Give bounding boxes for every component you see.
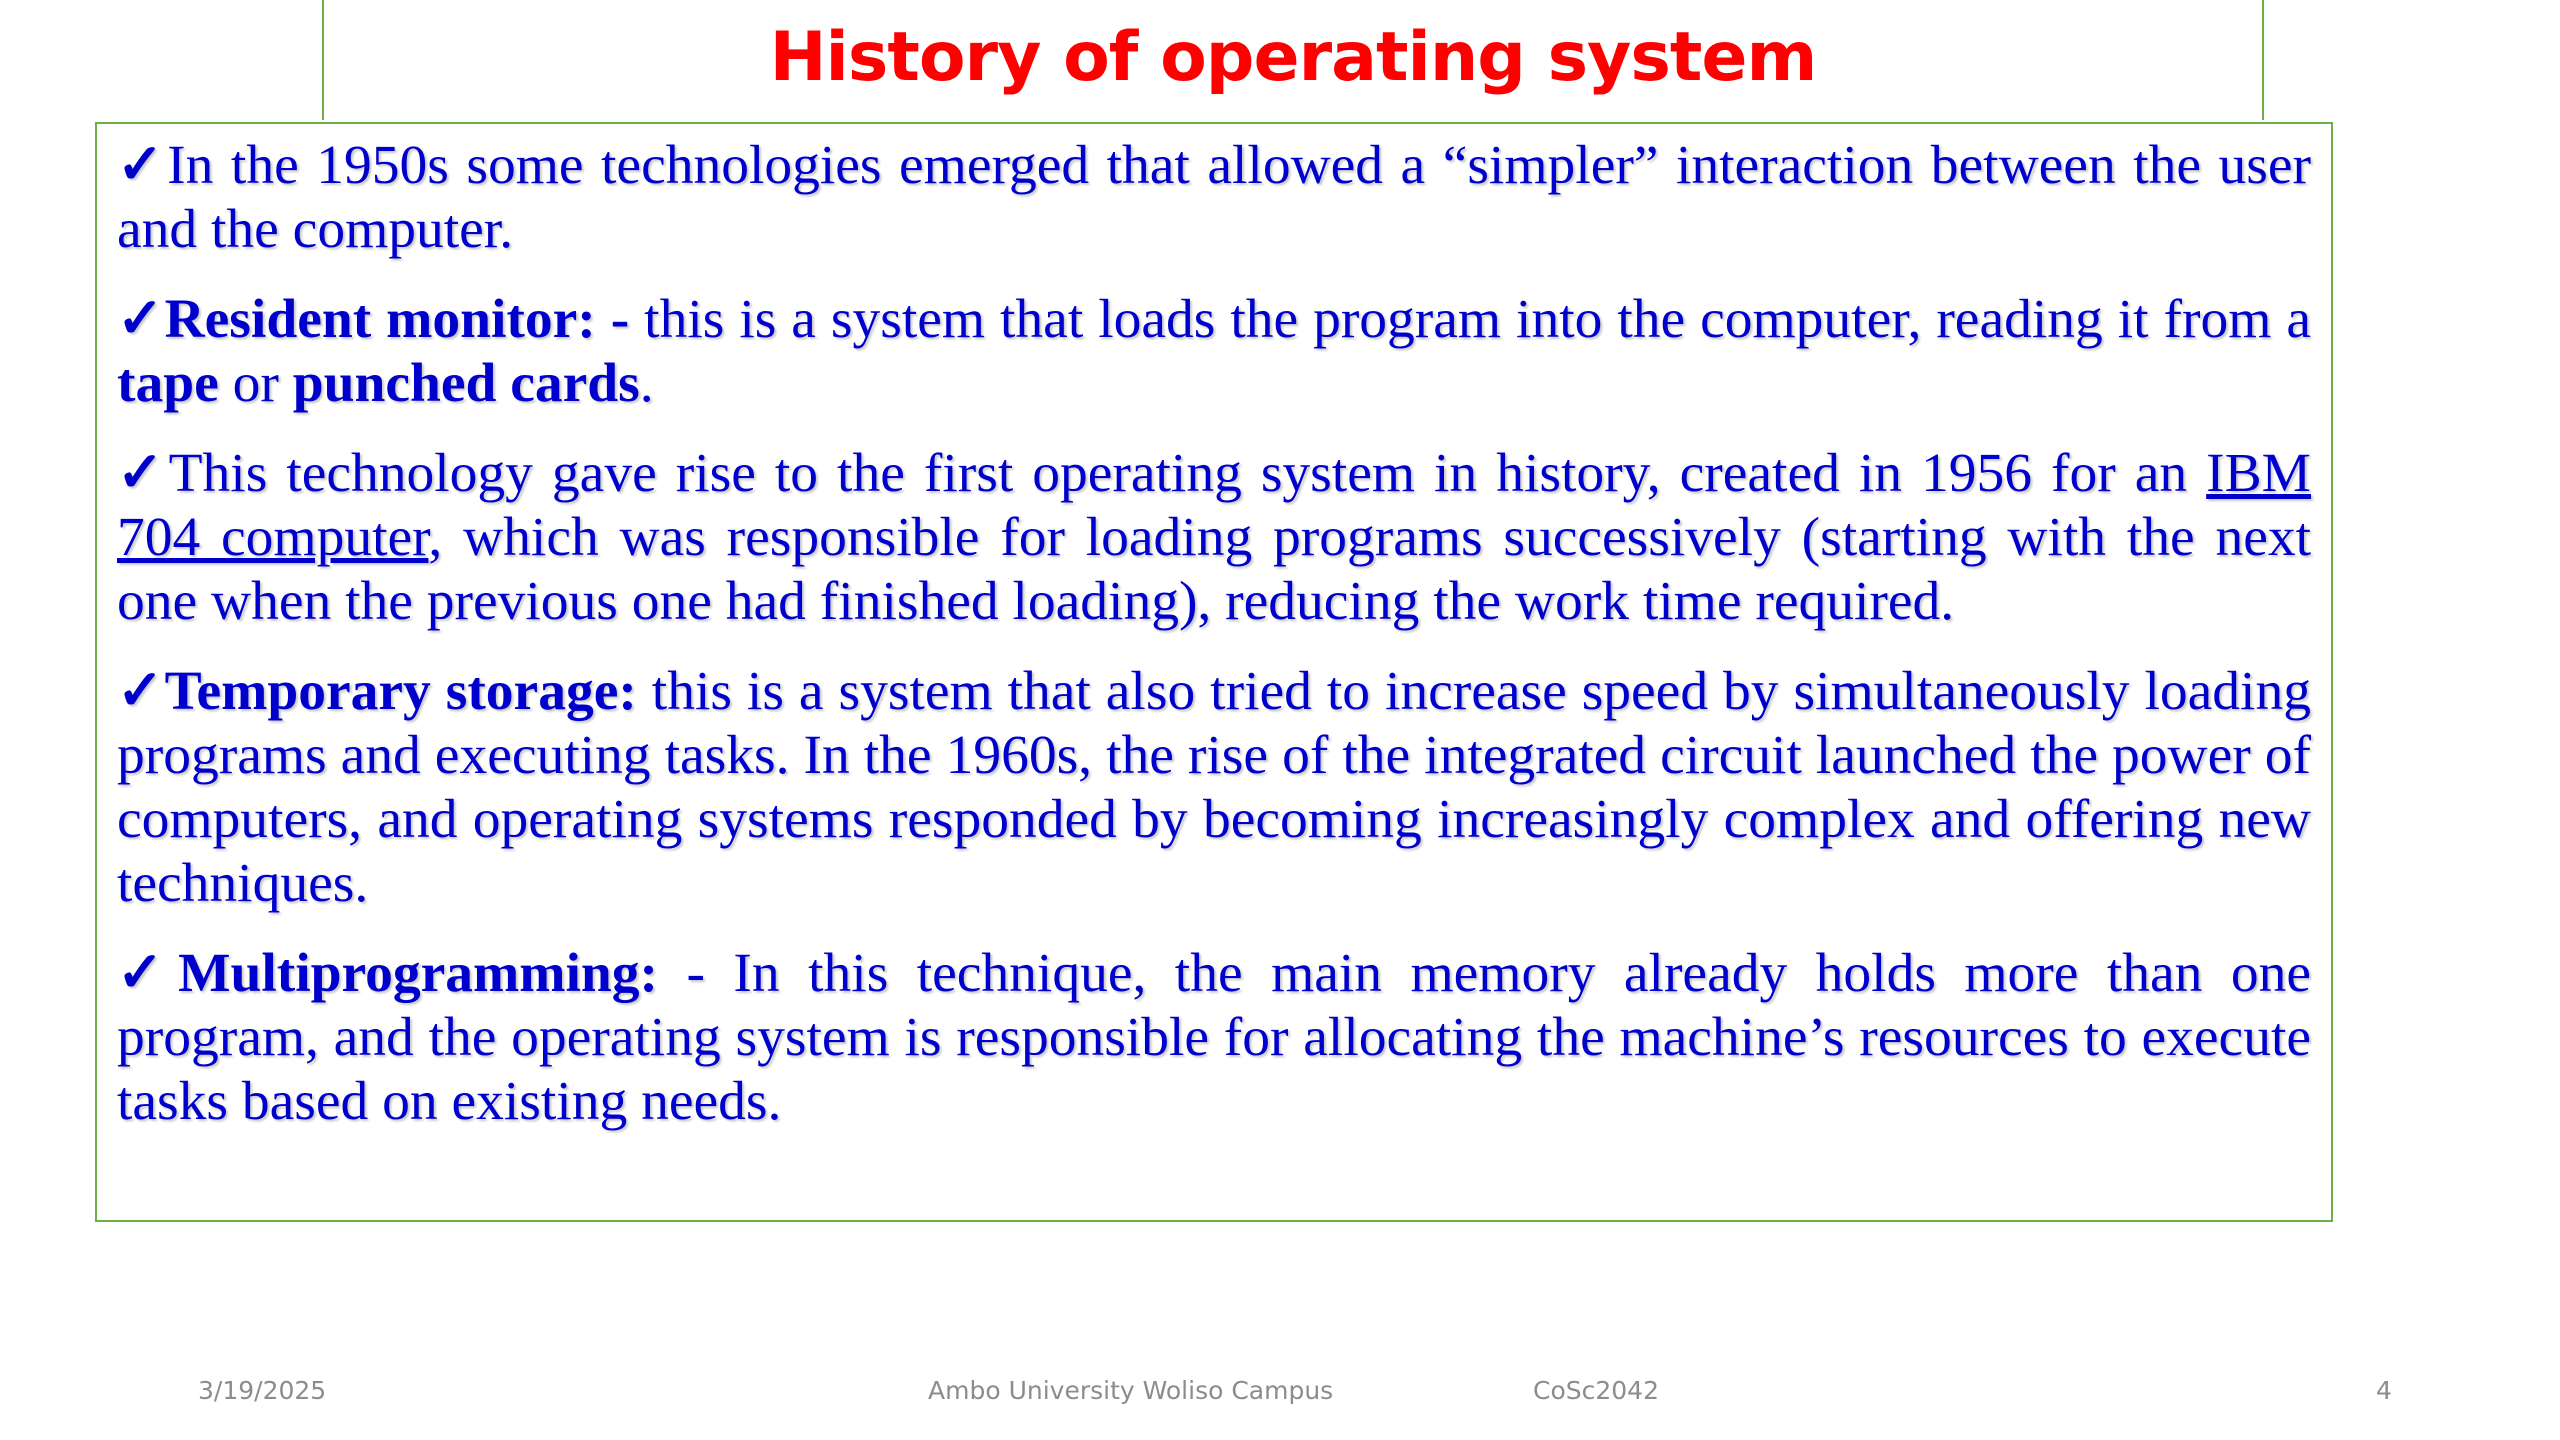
paragraph-3 (117, 442, 2311, 634)
paragraph-5 (117, 942, 2311, 1134)
checkmark-icon: ✓ (117, 135, 168, 196)
term-multiprogramming: Multiprogramming: (178, 943, 659, 1004)
ibm-704-link[interactable]: IBM 704 computer (117, 443, 2311, 568)
paragraph-4 (117, 660, 2311, 916)
footer-date: 3/19/2025 (198, 1376, 327, 1405)
checkmark-icon: ✓ (117, 443, 169, 504)
checkmark-icon: ✓ (117, 289, 165, 350)
footer-institution: Ambo University Woliso Campus (928, 1376, 1334, 1405)
paragraph-2-text-a: this is a system that loads the program into the computer, reading it from a (629, 289, 2311, 350)
term-temporary-storage: Temporary storage: (164, 661, 637, 722)
paragraph-5-text: - In this technique, the main memory already holds more than one program, and the operating system is responsible for allocating the machine’s resources to execute tasks based on existing needs. (117, 943, 2311, 1132)
paragraph-4-text: this is a system that also tried to increase speed by simultaneously loading programs and executing tasks. In the 1960s, the rise of the integrated circuit launched the power of computers, and operating systems responded by becoming increasingly complex and offering new techniques. (117, 661, 2311, 914)
paragraph-2-text-c: . (639, 353, 654, 414)
footer-course: CoSc2042 (1533, 1376, 1659, 1405)
paragraph-3-text-b: , which was responsible for loading programs successively (starting with the next one when the previous one had finished loading), reducing the work time required. (117, 507, 2311, 632)
paragraph-2-text-b: or (218, 353, 293, 414)
checkmark-icon: ✓ (117, 661, 165, 722)
paragraph-1 (117, 134, 2311, 262)
paragraph-2 (117, 288, 2311, 416)
term-resident-monitor: Resident monitor: - (164, 289, 630, 350)
term-tape: tape (117, 353, 219, 414)
paragraph-1-text: In the 1950s some technologies emerged that allowed a “simpler” interaction between the user and the computer. (117, 135, 2311, 260)
paragraph-3-text-a: This technology gave rise to the first operating system in history, created in 1956 for an (168, 443, 2207, 504)
footer-page-number: 4 (2376, 1376, 2392, 1405)
content-frame (95, 122, 2333, 1222)
term-punched-cards: punched cards (292, 353, 640, 414)
checkmark-icon: ✓ (117, 943, 179, 1004)
slide-title: History of operating system (769, 18, 1817, 97)
